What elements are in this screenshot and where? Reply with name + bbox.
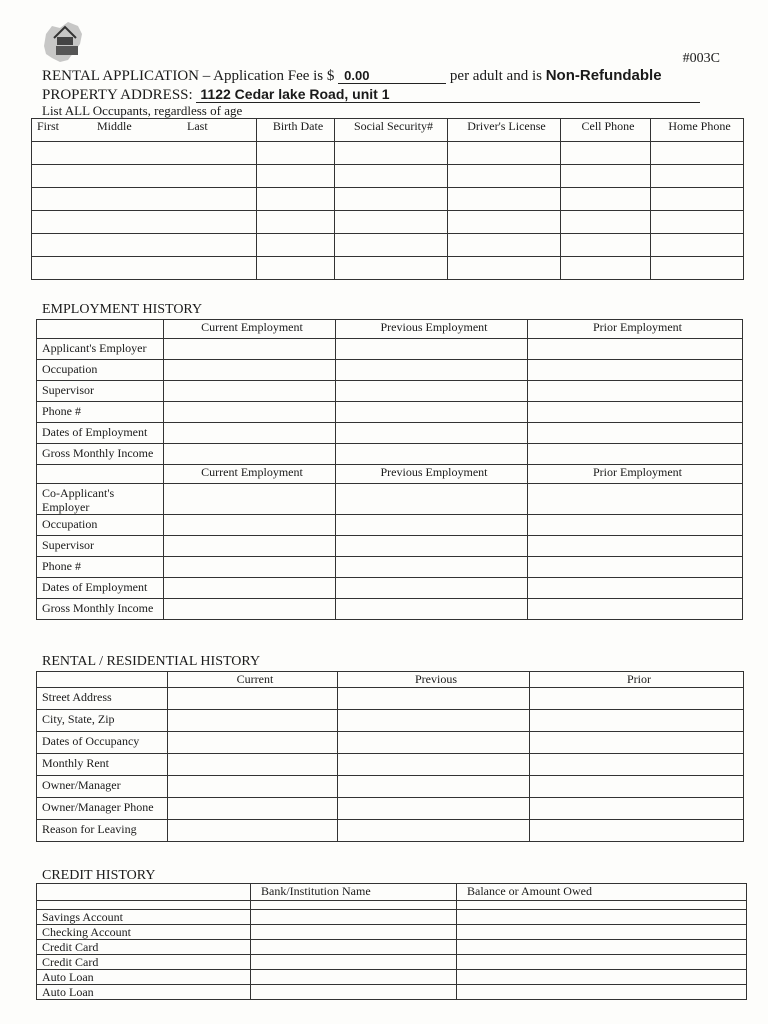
credit-field[interactable] xyxy=(251,970,457,985)
occupant-field[interactable] xyxy=(257,211,335,234)
rental-field[interactable] xyxy=(338,688,530,710)
occupant-field[interactable] xyxy=(335,211,448,234)
occupant-field[interactable] xyxy=(335,142,448,165)
credit-header-row xyxy=(37,884,747,901)
credit-field[interactable] xyxy=(457,955,747,970)
employment-title: EMPLOYMENT HISTORY xyxy=(42,302,203,317)
rental-field[interactable] xyxy=(168,798,338,820)
employment-field[interactable] xyxy=(336,557,528,578)
occupants-header-row xyxy=(32,119,744,142)
occupant-field[interactable] xyxy=(257,188,335,211)
employment-field[interactable] xyxy=(164,578,336,599)
credit-spacer-cell xyxy=(37,901,251,910)
employment-field[interactable] xyxy=(528,444,743,465)
rental-row xyxy=(37,776,744,798)
credit-row-label: Credit Card xyxy=(37,940,251,955)
rental-title: RENTAL / RESIDENTIAL HISTORY xyxy=(42,654,261,669)
rental-body xyxy=(37,672,744,842)
credit-row xyxy=(37,955,747,970)
employment-row-label: Phone # xyxy=(37,557,164,578)
occupant-field[interactable] xyxy=(32,142,257,165)
rental-row-label: Monthly Rent xyxy=(37,754,168,776)
occupant-field[interactable] xyxy=(32,211,257,234)
occupant-field[interactable] xyxy=(561,257,651,280)
occupant-row xyxy=(32,188,744,211)
employment-row-label: Dates of Employment xyxy=(37,423,164,444)
rental-field[interactable] xyxy=(168,776,338,798)
employment-header-row xyxy=(37,465,743,484)
occupant-field[interactable] xyxy=(257,165,335,188)
rental-field[interactable] xyxy=(338,732,530,754)
application-title xyxy=(42,67,662,85)
rental-row-label: Street Address xyxy=(37,688,168,710)
employment-field[interactable] xyxy=(528,578,743,599)
employment-row xyxy=(37,423,743,444)
employment-row-label: Co-Applicant's Employer xyxy=(37,484,164,515)
occupant-field[interactable] xyxy=(448,234,561,257)
employment-field[interactable] xyxy=(528,536,743,557)
employment-col-header: Current Employment xyxy=(164,320,336,339)
credit-row-label: Credit Card xyxy=(37,955,251,970)
first-col: First xyxy=(37,119,60,133)
employment-field[interactable] xyxy=(336,402,528,423)
credit-spacer-cell xyxy=(457,901,747,910)
property-address-field[interactable]: 1122 Cedar lake Road, unit 1 xyxy=(196,86,700,103)
employment-field[interactable] xyxy=(528,599,743,620)
employment-field[interactable] xyxy=(336,599,528,620)
employment-field[interactable] xyxy=(528,423,743,444)
credit-title: CREDIT HISTORY xyxy=(42,868,156,883)
occupant-field[interactable] xyxy=(32,234,257,257)
occupant-field[interactable] xyxy=(561,165,651,188)
birth-date-col: Birth Date xyxy=(257,119,335,142)
employment-row xyxy=(37,402,743,423)
employment-row-label: Supervisor xyxy=(37,536,164,557)
credit-body xyxy=(37,884,747,1000)
employment-col-header: Previous Employment xyxy=(336,465,528,484)
rental-field[interactable] xyxy=(338,820,530,842)
employment-field[interactable] xyxy=(528,339,743,360)
occupant-field[interactable] xyxy=(651,142,744,165)
rental-field[interactable] xyxy=(338,776,530,798)
employment-row xyxy=(37,381,743,402)
employment-field[interactable] xyxy=(528,381,743,402)
property-address-line xyxy=(42,86,700,104)
form-number: #003C xyxy=(682,51,720,66)
credit-field[interactable] xyxy=(251,985,457,1000)
rental-field[interactable] xyxy=(530,820,744,842)
employment-table xyxy=(36,319,743,620)
employment-field[interactable] xyxy=(336,515,528,536)
occupant-row xyxy=(32,211,744,234)
employment-row xyxy=(37,599,743,620)
occupant-field[interactable] xyxy=(32,165,257,188)
employment-field[interactable] xyxy=(336,578,528,599)
employment-col-header: Previous Employment xyxy=(336,320,528,339)
employment-row xyxy=(37,484,743,515)
credit-field[interactable] xyxy=(457,910,747,925)
credit-row-label: Checking Account xyxy=(37,925,251,940)
credit-field[interactable] xyxy=(251,925,457,940)
last-col: Last xyxy=(187,119,208,133)
occupant-field[interactable] xyxy=(335,257,448,280)
employment-field[interactable] xyxy=(528,484,743,515)
occupant-field[interactable] xyxy=(32,188,257,211)
employment-row-label: Supervisor xyxy=(37,381,164,402)
employment-corner xyxy=(37,465,164,484)
employment-field[interactable] xyxy=(164,515,336,536)
rental-corner xyxy=(37,672,168,688)
occupant-field[interactable] xyxy=(448,142,561,165)
employment-header-row xyxy=(37,320,743,339)
employment-row xyxy=(37,557,743,578)
rental-field[interactable] xyxy=(530,798,744,820)
occupant-field[interactable] xyxy=(335,165,448,188)
occupant-field[interactable] xyxy=(448,188,561,211)
occupant-field[interactable] xyxy=(32,257,257,280)
rental-field[interactable] xyxy=(168,754,338,776)
employment-field[interactable] xyxy=(336,423,528,444)
drivers-license-col: Driver's License xyxy=(448,119,561,142)
credit-row xyxy=(37,985,747,1000)
rental-header-row xyxy=(37,672,744,688)
rental-row xyxy=(37,710,744,732)
occupant-row xyxy=(32,142,744,165)
rental-field[interactable] xyxy=(530,732,744,754)
rental-field[interactable] xyxy=(338,754,530,776)
home-phone-col: Home Phone xyxy=(651,119,744,142)
credit-row-label: Auto Loan xyxy=(37,985,251,1000)
occupant-row xyxy=(32,234,744,257)
employment-field[interactable] xyxy=(164,402,336,423)
credit-corner xyxy=(37,884,251,901)
occupant-field[interactable] xyxy=(257,257,335,280)
rental-row-label: Reason for Leaving xyxy=(37,820,168,842)
rental-col-header: Current xyxy=(168,672,338,688)
credit-row-label: Savings Account xyxy=(37,910,251,925)
employment-field[interactable] xyxy=(336,484,528,515)
credit-table xyxy=(36,883,747,1000)
occupant-field[interactable] xyxy=(335,234,448,257)
employment-field[interactable] xyxy=(528,515,743,536)
rental-col-header: Prior xyxy=(530,672,744,688)
rental-field[interactable] xyxy=(530,710,744,732)
occupant-row xyxy=(32,165,744,188)
employment-field[interactable] xyxy=(164,484,336,515)
credit-row xyxy=(37,940,747,955)
employment-row-label: Occupation xyxy=(37,360,164,381)
employment-field[interactable] xyxy=(164,536,336,557)
employment-row-label: Phone # xyxy=(37,402,164,423)
credit-field[interactable] xyxy=(251,955,457,970)
employment-field[interactable] xyxy=(164,444,336,465)
occupants-table xyxy=(31,118,744,280)
credit-row-label: Auto Loan xyxy=(37,970,251,985)
rental-row-label: Dates of Occupancy xyxy=(37,732,168,754)
rental-field[interactable] xyxy=(168,732,338,754)
employment-row-label: Gross Monthly Income xyxy=(37,599,164,620)
occupant-field[interactable] xyxy=(651,165,744,188)
credit-col-header: Balance or Amount Owed xyxy=(457,884,747,901)
occupant-field[interactable] xyxy=(257,234,335,257)
employment-field[interactable] xyxy=(528,402,743,423)
occupant-field[interactable] xyxy=(335,188,448,211)
occupant-field[interactable] xyxy=(561,142,651,165)
occupant-field[interactable] xyxy=(448,211,561,234)
employment-field[interactable] xyxy=(336,381,528,402)
rental-row-label: Owner/Manager Phone xyxy=(37,798,168,820)
employment-row-label: Dates of Employment xyxy=(37,578,164,599)
employment-row xyxy=(37,578,743,599)
employment-field[interactable] xyxy=(164,423,336,444)
employment-row xyxy=(37,360,743,381)
middle-col: Middle xyxy=(97,119,132,133)
employment-col-header: Prior Employment xyxy=(528,465,743,484)
cell-phone-col: Cell Phone xyxy=(561,119,651,142)
occupant-field[interactable] xyxy=(561,188,651,211)
credit-spacer-cell xyxy=(251,901,457,910)
rental-table xyxy=(36,671,744,842)
occupant-row xyxy=(32,257,744,280)
rental-row-label: Owner/Manager xyxy=(37,776,168,798)
credit-row xyxy=(37,910,747,925)
rental-field[interactable] xyxy=(338,710,530,732)
credit-row xyxy=(37,925,747,940)
credit-row xyxy=(37,970,747,985)
employment-row xyxy=(37,444,743,465)
credit-field[interactable] xyxy=(457,925,747,940)
occupant-field[interactable] xyxy=(561,234,651,257)
rental-col-header: Previous xyxy=(338,672,530,688)
employment-field[interactable] xyxy=(528,557,743,578)
rental-row xyxy=(37,820,744,842)
rental-row xyxy=(37,798,744,820)
rental-row xyxy=(37,688,744,710)
credit-field[interactable] xyxy=(457,970,747,985)
rental-field[interactable] xyxy=(530,776,744,798)
non-refundable-label: Non-Refundable xyxy=(545,67,662,84)
employment-field[interactable] xyxy=(164,360,336,381)
realtor-logo xyxy=(38,16,100,66)
credit-field[interactable] xyxy=(251,940,457,955)
occupant-field[interactable] xyxy=(561,211,651,234)
rental-row xyxy=(37,754,744,776)
rental-field[interactable] xyxy=(168,688,338,710)
occupants-note: List ALL Occupants, regardless of age xyxy=(42,103,243,118)
employment-field[interactable] xyxy=(164,381,336,402)
employment-corner xyxy=(37,320,164,339)
rental-field[interactable] xyxy=(338,798,530,820)
occupant-field[interactable] xyxy=(651,234,744,257)
employment-field[interactable] xyxy=(336,536,528,557)
employment-body xyxy=(37,320,743,620)
employment-row xyxy=(37,536,743,557)
occupant-field[interactable] xyxy=(448,257,561,280)
ssn-col: Social Security# xyxy=(335,119,448,142)
employment-row xyxy=(37,339,743,360)
occupant-field[interactable] xyxy=(651,188,744,211)
employment-row-label: Applicant's Employer xyxy=(37,339,164,360)
credit-field[interactable] xyxy=(251,910,457,925)
rental-row-label: City, State, Zip xyxy=(37,710,168,732)
employment-field[interactable] xyxy=(336,339,528,360)
credit-spacer-row xyxy=(37,901,747,910)
credit-field[interactable] xyxy=(457,985,747,1000)
occupant-field[interactable] xyxy=(257,142,335,165)
occupant-field[interactable] xyxy=(448,165,561,188)
app-text: RENTAL APPLICATION – Application Fee is $ xyxy=(42,68,335,84)
employment-field[interactable] xyxy=(164,557,336,578)
employment-field[interactable] xyxy=(336,360,528,381)
rental-field[interactable] xyxy=(530,754,744,776)
rental-field[interactable] xyxy=(530,688,744,710)
employment-row xyxy=(37,515,743,536)
occupant-field[interactable] xyxy=(651,257,744,280)
employment-field[interactable] xyxy=(164,339,336,360)
credit-field[interactable] xyxy=(457,940,747,955)
occupant-field[interactable] xyxy=(651,211,744,234)
employment-col-header: Current Employment xyxy=(164,465,336,484)
employment-field[interactable] xyxy=(528,360,743,381)
employment-row-label: Occupation xyxy=(37,515,164,536)
rental-field[interactable] xyxy=(168,820,338,842)
employment-row-label: Gross Monthly Income xyxy=(37,444,164,465)
employment-field[interactable] xyxy=(336,444,528,465)
rental-row xyxy=(37,732,744,754)
name-header xyxy=(32,119,257,142)
fee-field[interactable]: 0.00 xyxy=(338,68,446,84)
property-label: PROPERTY ADDRESS: xyxy=(42,87,193,103)
occupants-body xyxy=(32,142,744,280)
employment-field[interactable] xyxy=(164,599,336,620)
rental-field[interactable] xyxy=(168,710,338,732)
employment-col-header: Prior Employment xyxy=(528,320,743,339)
credit-col-header: Bank/Institution Name xyxy=(251,884,457,901)
fee-suffix: per adult and is xyxy=(449,68,542,84)
